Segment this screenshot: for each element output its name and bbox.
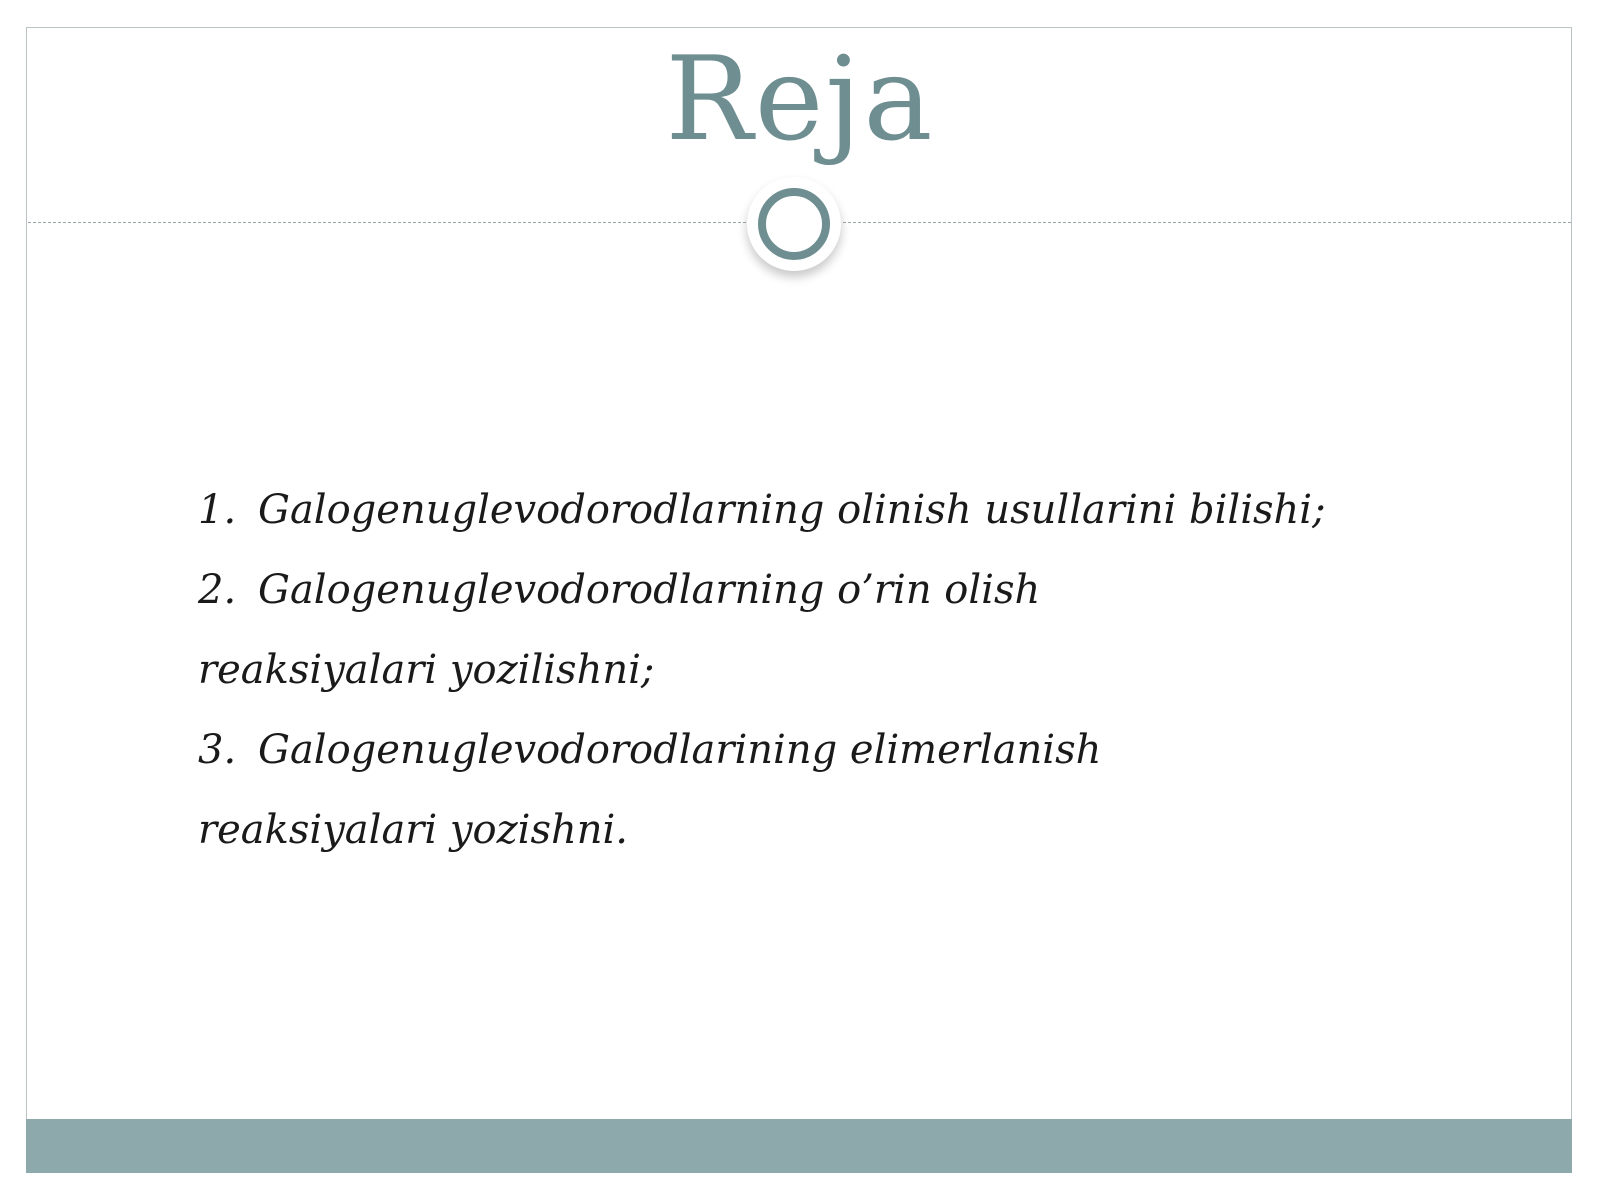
list-item-1 <box>198 470 1498 550</box>
footer-bar <box>26 1119 1572 1173</box>
item-number-3: 3. <box>198 727 237 773</box>
list-item-3-continuation: reaksiyalari yozishni. <box>198 807 629 853</box>
slide-title: Reja <box>665 32 935 167</box>
item-text-2: Galogenuglevodorodlarning o’rin olish <box>258 567 1041 613</box>
item-number-2: 2. <box>198 567 237 613</box>
item-text-3: Galogenuglevodorodlarining elimerlanish <box>258 727 1102 773</box>
plan-list <box>198 470 1498 870</box>
circle-ring-icon <box>758 188 830 260</box>
item-number-1: 1. <box>198 487 237 533</box>
list-item-2 <box>198 550 1498 630</box>
list-item-2-continuation: reaksiyalari yozilishni; <box>198 647 655 693</box>
list-item-3 <box>198 710 1498 790</box>
item-text-1: Galogenuglevodorodlarning olinish usullarini bilishi; <box>258 487 1326 533</box>
circle-ornament-icon <box>747 177 841 271</box>
